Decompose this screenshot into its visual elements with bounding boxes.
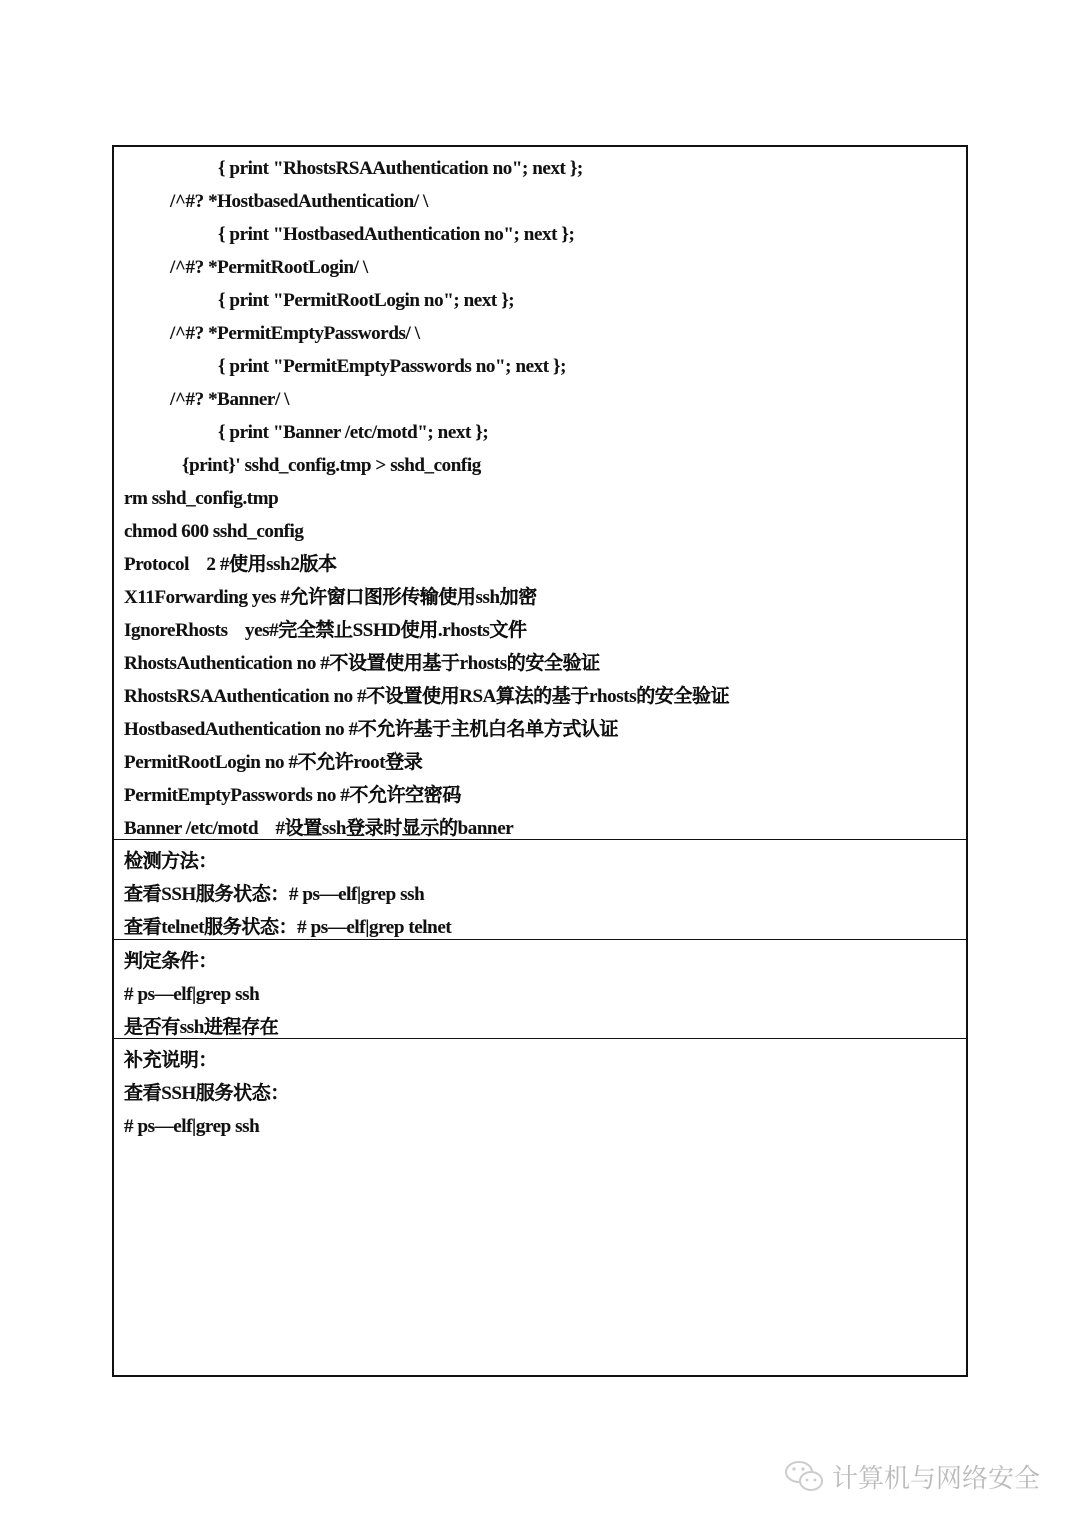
text-line: 查看SSH服务状态：# ps—elf|grep ssh [124, 884, 425, 905]
watermark [784, 1458, 1040, 1495]
text-line: HostbasedAuthentication no #不允许基于主机白名单方式认证 [124, 719, 619, 740]
document-table [112, 145, 968, 1377]
text-line: Banner /etc/motd #设置ssh登录时显示的banner [124, 818, 514, 839]
text-line: 判定条件： [124, 951, 218, 972]
text-line: /^#? *HostbasedAuthentication/ \ [170, 191, 428, 212]
text-line: rm sshd_config.tmp [124, 488, 279, 509]
text-line: chmod 600 sshd_config [124, 521, 304, 542]
detection-section [114, 839, 966, 940]
wechat-icon [784, 1459, 826, 1495]
text-line: /^#? *Banner/ \ [170, 389, 290, 410]
text-line: RhostsAuthentication no #不设置使用基于rhosts的安全验证 [124, 653, 600, 674]
text-line: { print "HostbasedAuthentication no"; next }; [218, 224, 575, 245]
text-line: # ps—elf|grep ssh [124, 1116, 260, 1137]
text-line: { print "RhostsRSAAuthentication no"; next }; [218, 158, 583, 179]
text-line: /^#? *PermitEmptyPasswords/ \ [170, 323, 420, 344]
text-line: 查看telnet服务状态：# ps—elf|grep telnet [124, 917, 452, 938]
text-line: 检测方法： [124, 851, 218, 872]
text-line: 是否有ssh进程存在 [124, 1017, 279, 1038]
text-line: PermitRootLogin no #不允许root登录 [124, 752, 423, 773]
text-line: 查看SSH服务状态： [124, 1083, 289, 1104]
text-line: RhostsRSAAuthentication no #不设置使用RSA算法的基于rhosts的安全验证 [124, 686, 730, 707]
text-line: X11Forwarding yes #允许窗口图形传输使用ssh加密 [124, 587, 537, 608]
text-line: PermitEmptyPasswords no #不允许空密码 [124, 785, 461, 806]
config-section [114, 147, 966, 839]
text-line: {print}' sshd_config.tmp > sshd_config [182, 455, 481, 476]
text-line: { print "Banner /etc/motd"; next }; [218, 422, 489, 443]
criteria-section [114, 939, 966, 1039]
text-line: Protocol 2 #使用ssh2版本 [124, 554, 337, 575]
text-line: { print "PermitRootLogin no"; next }; [218, 290, 515, 311]
text-line: /^#? *PermitRootLogin/ \ [170, 257, 368, 278]
watermark-text: 计算机与网络安全 [832, 1464, 1041, 1494]
text-line: # ps—elf|grep ssh [124, 984, 260, 1005]
text-line: IgnoreRhosts yes#完全禁止SSHD使用.rhosts文件 [124, 620, 527, 641]
text-line: { print "PermitEmptyPasswords no"; next }; [218, 356, 567, 377]
text-line: 补充说明： [124, 1050, 218, 1071]
notes-section [114, 1038, 966, 1376]
